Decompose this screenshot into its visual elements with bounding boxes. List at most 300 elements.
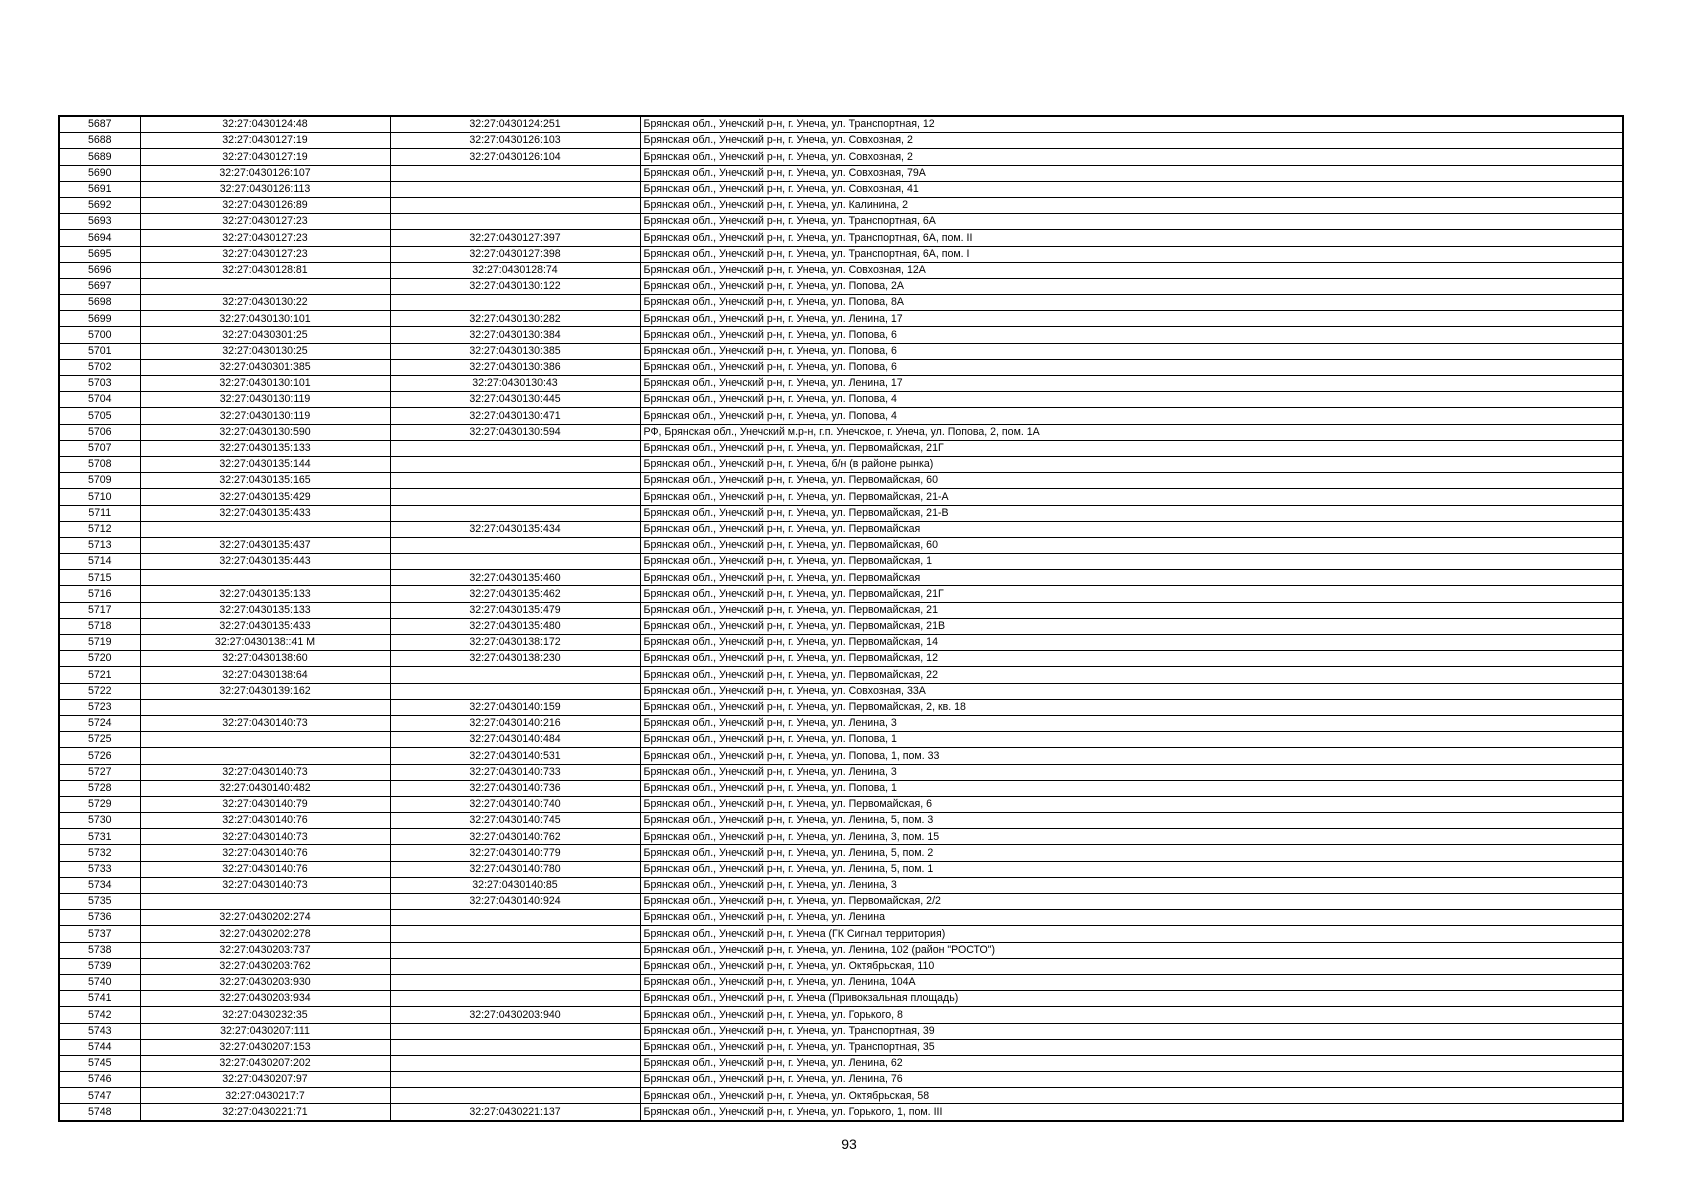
address-cell: Брянская обл., Унечский р-н, г. Унеча, ул. Ленина, 3 xyxy=(640,764,1623,780)
address-cell: Брянская обл., Унечский р-н, г. Унеча, ул. Совхозная, 79А xyxy=(640,165,1623,181)
address-cell: Брянская обл., Унечский р-н, г. Унеча, ул. Совхозная, 33А xyxy=(640,683,1623,699)
address-cell: Брянская обл., Унечский р-н, г. Унеча, ул. Попова, 6 xyxy=(640,359,1623,375)
object-cadastral-cell: 32:27:0430140:740 xyxy=(390,796,640,812)
row-number-cell: 5697 xyxy=(59,278,140,294)
object-cadastral-cell: 32:27:0430130:385 xyxy=(390,343,640,359)
parcel-cadastral-cell: 32:27:0430207:111 xyxy=(140,1023,390,1039)
object-cadastral-cell xyxy=(390,440,640,456)
table-row xyxy=(59,521,1623,537)
object-cadastral-cell: 32:27:0430130:445 xyxy=(390,392,640,408)
address-cell: Брянская обл., Унечский р-н, г. Унеча, ул. Ленина xyxy=(640,910,1623,926)
row-number-cell: 5694 xyxy=(59,230,140,246)
row-number-cell: 5688 xyxy=(59,133,140,149)
parcel-cadastral-cell: 32:27:0430140:76 xyxy=(140,845,390,861)
parcel-cadastral-cell: 32:27:0430203:930 xyxy=(140,974,390,990)
parcel-cadastral-cell: 32:27:0430130:22 xyxy=(140,295,390,311)
table-row xyxy=(59,845,1623,861)
address-cell: Брянская обл., Унечский р-н, г. Унеча, ул. Ленина, 3 xyxy=(640,715,1623,731)
object-cadastral-cell: 32:27:0430124:251 xyxy=(390,116,640,133)
address-cell: Брянская обл., Унечский р-н, г. Унеча, ул. Попова, 4 xyxy=(640,392,1623,408)
table-row xyxy=(59,133,1623,149)
row-number-cell: 5731 xyxy=(59,829,140,845)
parcel-cadastral-cell xyxy=(140,894,390,910)
address-cell: Брянская обл., Унечский р-н, г. Унеча, ул. Ленина, 3 xyxy=(640,877,1623,893)
table-row xyxy=(59,877,1623,893)
object-cadastral-cell: 32:27:0430140:85 xyxy=(390,877,640,893)
address-cell: Брянская обл., Унечский р-н, г. Унеча, ул. Попова, 6 xyxy=(640,327,1623,343)
table-row xyxy=(59,456,1623,472)
row-number-cell: 5715 xyxy=(59,570,140,586)
table-row xyxy=(59,489,1623,505)
table-row xyxy=(59,311,1623,327)
address-cell: Брянская обл., Унечский р-н, г. Унеча, ул. Первомайская xyxy=(640,570,1623,586)
address-cell: Брянская обл., Унечский р-н, г. Унеча, ул. Попова, 1, пом. 33 xyxy=(640,748,1623,764)
table-row xyxy=(59,635,1623,651)
table-row xyxy=(59,1104,1623,1121)
address-cell: Брянская обл., Унечский р-н, г. Унеча, ул. Ленина, 104А xyxy=(640,974,1623,990)
address-cell: Брянская обл., Унечский р-н, г. Унеча, ул. Транспортная, 6А xyxy=(640,214,1623,230)
row-number-cell: 5692 xyxy=(59,197,140,213)
object-cadastral-cell: 32:27:0430130:384 xyxy=(390,327,640,343)
parcel-cadastral-cell: 32:27:0430130:101 xyxy=(140,311,390,327)
table-row xyxy=(59,910,1623,926)
table-row xyxy=(59,602,1623,618)
parcel-cadastral-cell: 32:27:0430127:23 xyxy=(140,246,390,262)
parcel-cadastral-cell: 32:27:0430217:7 xyxy=(140,1088,390,1104)
table-row xyxy=(59,894,1623,910)
table-row xyxy=(59,764,1623,780)
object-cadastral-cell xyxy=(390,505,640,521)
row-number-cell: 5726 xyxy=(59,748,140,764)
parcel-cadastral-cell: 32:27:0430135:433 xyxy=(140,618,390,634)
object-cadastral-cell: 32:27:0430130:43 xyxy=(390,376,640,392)
table-row xyxy=(59,537,1623,553)
row-number-cell: 5745 xyxy=(59,1055,140,1071)
object-cadastral-cell: 32:27:0430140:484 xyxy=(390,732,640,748)
row-number-cell: 5727 xyxy=(59,764,140,780)
address-cell: Брянская обл., Унечский р-н, г. Унеча, ул. Совхозная, 2 xyxy=(640,149,1623,165)
object-cadastral-cell xyxy=(390,537,640,553)
parcel-cadastral-cell: 32:27:0430140:73 xyxy=(140,715,390,731)
parcel-cadastral-cell: 32:27:0430301:385 xyxy=(140,359,390,375)
object-cadastral-cell: 32:27:0430140:779 xyxy=(390,845,640,861)
table-row xyxy=(59,1088,1623,1104)
table-row xyxy=(59,376,1623,392)
address-cell: Брянская обл., Унечский р-н, г. Унеча, ул. Первомайская, 21В xyxy=(640,618,1623,634)
table-row xyxy=(59,667,1623,683)
parcel-cadastral-cell: 32:27:0430127:19 xyxy=(140,149,390,165)
parcel-cadastral-cell: 32:27:0430124:48 xyxy=(140,116,390,133)
address-cell: Брянская обл., Унечский р-н, г. Унеча, ул. Первомайская, 21 xyxy=(640,602,1623,618)
object-cadastral-cell: 32:27:0430135:480 xyxy=(390,618,640,634)
object-cadastral-cell: 32:27:0430138:230 xyxy=(390,651,640,667)
object-cadastral-cell xyxy=(390,1023,640,1039)
object-cadastral-cell xyxy=(390,1088,640,1104)
row-number-cell: 5736 xyxy=(59,910,140,926)
object-cadastral-cell xyxy=(390,667,640,683)
table-row xyxy=(59,780,1623,796)
row-number-cell: 5693 xyxy=(59,214,140,230)
object-cadastral-cell: 32:27:0430140:924 xyxy=(390,894,640,910)
row-number-cell: 5707 xyxy=(59,440,140,456)
parcel-cadastral-cell xyxy=(140,570,390,586)
address-cell: Брянская обл., Унечский р-н, г. Унеча, ул. Первомайская, 2/2 xyxy=(640,894,1623,910)
table-body xyxy=(59,116,1623,1121)
parcel-cadastral-cell: 32:27:0430203:762 xyxy=(140,958,390,974)
object-cadastral-cell: 32:27:0430135:460 xyxy=(390,570,640,586)
row-number-cell: 5704 xyxy=(59,392,140,408)
row-number-cell: 5729 xyxy=(59,796,140,812)
parcel-cadastral-cell: 32:27:0430221:71 xyxy=(140,1104,390,1121)
address-cell: Брянская обл., Унечский р-н, г. Унеча, ул. Попова, 2А xyxy=(640,278,1623,294)
object-cadastral-cell: 32:27:0430140:736 xyxy=(390,780,640,796)
address-cell: Брянская обл., Унечский р-н, г. Унеча, ул. Попова, 6 xyxy=(640,343,1623,359)
table-row xyxy=(59,408,1623,424)
parcel-cadastral-cell: 32:27:0430207:97 xyxy=(140,1072,390,1088)
table-row xyxy=(59,683,1623,699)
object-cadastral-cell: 32:27:0430130:471 xyxy=(390,408,640,424)
row-number-cell: 5742 xyxy=(59,1007,140,1023)
table-row xyxy=(59,262,1623,278)
parcel-cadastral-cell: 32:27:0430140:73 xyxy=(140,877,390,893)
table-row xyxy=(59,618,1623,634)
table-row xyxy=(59,116,1623,133)
row-number-cell: 5687 xyxy=(59,116,140,133)
parcel-cadastral-cell xyxy=(140,521,390,537)
object-cadastral-cell xyxy=(390,181,640,197)
row-number-cell: 5701 xyxy=(59,343,140,359)
address-cell: Брянская обл., Унечский р-н, г. Унеча, ул. Ленина, 5, пом. 3 xyxy=(640,813,1623,829)
row-number-cell: 5722 xyxy=(59,683,140,699)
parcel-cadastral-cell: 32:27:0430140:482 xyxy=(140,780,390,796)
parcel-cadastral-cell: 32:27:0430135:165 xyxy=(140,473,390,489)
parcel-cadastral-cell: 32:27:0430140:79 xyxy=(140,796,390,812)
table-row xyxy=(59,1055,1623,1071)
table-row xyxy=(59,505,1623,521)
object-cadastral-cell: 32:27:0430126:103 xyxy=(390,133,640,149)
object-cadastral-cell: 32:27:0430130:386 xyxy=(390,359,640,375)
object-cadastral-cell xyxy=(390,974,640,990)
row-number-cell: 5740 xyxy=(59,974,140,990)
row-number-cell: 5709 xyxy=(59,473,140,489)
table-row xyxy=(59,974,1623,990)
object-cadastral-cell: 32:27:0430127:397 xyxy=(390,230,640,246)
parcel-cadastral-cell: 32:27:0430135:133 xyxy=(140,602,390,618)
parcel-cadastral-cell: 32:27:0430207:202 xyxy=(140,1055,390,1071)
table-row xyxy=(59,748,1623,764)
table-row xyxy=(59,246,1623,262)
address-cell: Брянская обл., Унечский р-н, г. Унеча (Привокзальная площадь) xyxy=(640,991,1623,1007)
row-number-cell: 5690 xyxy=(59,165,140,181)
table-row xyxy=(59,829,1623,845)
object-cadastral-cell xyxy=(390,1055,640,1071)
row-number-cell: 5733 xyxy=(59,861,140,877)
address-cell: Брянская обл., Унечский р-н, г. Унеча, ул. Транспортная, 39 xyxy=(640,1023,1623,1039)
parcel-cadastral-cell: 32:27:0430202:274 xyxy=(140,910,390,926)
row-number-cell: 5691 xyxy=(59,181,140,197)
object-cadastral-cell: 32:27:0430203:940 xyxy=(390,1007,640,1023)
address-cell: Брянская обл., Унечский р-н, г. Унеча, ул. Совхозная, 41 xyxy=(640,181,1623,197)
address-cell: Брянская обл., Унечский р-н, г. Унеча, ул. Ленина, 62 xyxy=(640,1055,1623,1071)
object-cadastral-cell xyxy=(390,489,640,505)
address-cell: Брянская обл., Унечский р-н, г. Унеча, ул. Первомайская xyxy=(640,521,1623,537)
address-cell: Брянская обл., Унечский р-н, г. Унеча, ул. Попова, 1 xyxy=(640,732,1623,748)
table-row xyxy=(59,197,1623,213)
parcel-cadastral-cell xyxy=(140,699,390,715)
table-row xyxy=(59,214,1623,230)
parcel-cadastral-cell: 32:27:0430135:144 xyxy=(140,456,390,472)
address-cell: Брянская обл., Унечский р-н, г. Унеча, ул. Ленина, 76 xyxy=(640,1072,1623,1088)
address-cell: Брянская обл., Унечский р-н, г. Унеча, ул. Калинина, 2 xyxy=(640,197,1623,213)
object-cadastral-cell: 32:27:0430140:159 xyxy=(390,699,640,715)
object-cadastral-cell: 32:27:0430130:122 xyxy=(390,278,640,294)
row-number-cell: 5689 xyxy=(59,149,140,165)
address-cell: Брянская обл., Унечский р-н, г. Унеча, ул. Первомайская, 22 xyxy=(640,667,1623,683)
object-cadastral-cell xyxy=(390,991,640,1007)
table-row xyxy=(59,473,1623,489)
address-cell: Брянская обл., Унечский р-н, г. Унеча, ул. Ленина, 3, пом. 15 xyxy=(640,829,1623,845)
row-number-cell: 5703 xyxy=(59,376,140,392)
object-cadastral-cell xyxy=(390,214,640,230)
page-number: 93 xyxy=(841,1136,857,1152)
row-number-cell: 5725 xyxy=(59,732,140,748)
table-row xyxy=(59,651,1623,667)
parcel-cadastral-cell: 32:27:0430135:133 xyxy=(140,586,390,602)
object-cadastral-cell: 32:27:0430130:594 xyxy=(390,424,640,440)
parcel-cadastral-cell: 32:27:0430140:73 xyxy=(140,829,390,845)
parcel-cadastral-cell: 32:27:0430135:437 xyxy=(140,537,390,553)
table-row xyxy=(59,570,1623,586)
row-number-cell: 5696 xyxy=(59,262,140,278)
address-cell: Брянская обл., Унечский р-н, г. Унеча, ул. Первомайская, 60 xyxy=(640,537,1623,553)
row-number-cell: 5705 xyxy=(59,408,140,424)
parcel-cadastral-cell: 32:27:0430126:113 xyxy=(140,181,390,197)
object-cadastral-cell xyxy=(390,1039,640,1055)
object-cadastral-cell: 32:27:0430221:137 xyxy=(390,1104,640,1121)
row-number-cell: 5747 xyxy=(59,1088,140,1104)
parcel-cadastral-cell xyxy=(140,278,390,294)
address-cell: Брянская обл., Унечский р-н, г. Унеча, ул. Первомайская, 12 xyxy=(640,651,1623,667)
object-cadastral-cell xyxy=(390,473,640,489)
parcel-cadastral-cell: 32:27:0430140:76 xyxy=(140,861,390,877)
table-row xyxy=(59,165,1623,181)
table-row xyxy=(59,278,1623,294)
table-row xyxy=(59,861,1623,877)
table-row xyxy=(59,958,1623,974)
parcel-cadastral-cell: 32:27:0430127:23 xyxy=(140,230,390,246)
row-number-cell: 5735 xyxy=(59,894,140,910)
row-number-cell: 5748 xyxy=(59,1104,140,1121)
row-number-cell: 5720 xyxy=(59,651,140,667)
parcel-cadastral-cell: 32:27:0430202:278 xyxy=(140,926,390,942)
address-cell: Брянская обл., Унечский р-н, г. Унеча, ул. Первомайская, 21-В xyxy=(640,505,1623,521)
row-number-cell: 5714 xyxy=(59,554,140,570)
object-cadastral-cell xyxy=(390,295,640,311)
address-cell: Брянская обл., Унечский р-н, г. Унеча, ул. Горького, 8 xyxy=(640,1007,1623,1023)
row-number-cell: 5728 xyxy=(59,780,140,796)
object-cadastral-cell: 32:27:0430140:531 xyxy=(390,748,640,764)
object-cadastral-cell: 32:27:0430140:733 xyxy=(390,764,640,780)
row-number-cell: 5744 xyxy=(59,1039,140,1055)
address-cell: Брянская обл., Унечский р-н, г. Унеча, ул. Ленина, 5, пом. 1 xyxy=(640,861,1623,877)
object-cadastral-cell xyxy=(390,165,640,181)
parcel-cadastral-cell: 32:27:0430232:35 xyxy=(140,1007,390,1023)
row-number-cell: 5695 xyxy=(59,246,140,262)
row-number-cell: 5708 xyxy=(59,456,140,472)
object-cadastral-cell: 32:27:0430135:434 xyxy=(390,521,640,537)
table-row xyxy=(59,295,1623,311)
parcel-cadastral-cell: 32:27:0430130:25 xyxy=(140,343,390,359)
parcel-cadastral-cell: 32:27:0430130:590 xyxy=(140,424,390,440)
table-row xyxy=(59,1072,1623,1088)
parcel-cadastral-cell: 32:27:0430135:133 xyxy=(140,440,390,456)
address-cell: Брянская обл., Унечский р-н, г. Унеча, ул. Попова, 4 xyxy=(640,408,1623,424)
row-number-cell: 5721 xyxy=(59,667,140,683)
address-cell: Брянская обл., Унечский р-н, г. Унеча, ул. Первомайская, 14 xyxy=(640,635,1623,651)
parcel-cadastral-cell: 32:27:0430140:76 xyxy=(140,813,390,829)
parcel-cadastral-cell xyxy=(140,732,390,748)
row-number-cell: 5741 xyxy=(59,991,140,1007)
parcel-cadastral-cell: 32:27:0430130:119 xyxy=(140,408,390,424)
row-number-cell: 5712 xyxy=(59,521,140,537)
address-cell: Брянская обл., Унечский р-н, г. Унеча, ул. Совхозная, 12А xyxy=(640,262,1623,278)
table-row xyxy=(59,440,1623,456)
address-cell: Брянская обл., Унечский р-н, г. Унеча, ул. Транспортная, 6А, пом. I xyxy=(640,246,1623,262)
address-cell: Брянская обл., Унечский р-н, г. Унеча, ул. Первомайская, 21Г xyxy=(640,440,1623,456)
parcel-cadastral-cell: 32:27:0430207:153 xyxy=(140,1039,390,1055)
row-number-cell: 5719 xyxy=(59,635,140,651)
parcel-cadastral-cell: 32:27:0430203:934 xyxy=(140,991,390,1007)
address-cell: Брянская обл., Унечский р-н, г. Унеча, ул. Первомайская, 60 xyxy=(640,473,1623,489)
address-cell: Брянская обл., Унечский р-н, г. Унеча, ул. Первомайская, 1 xyxy=(640,554,1623,570)
address-cell: Брянская обл., Унечский р-н, г. Унеча, ул. Попова, 1 xyxy=(640,780,1623,796)
parcel-cadastral-cell: 32:27:0430127:19 xyxy=(140,133,390,149)
object-cadastral-cell: 32:27:0430126:104 xyxy=(390,149,640,165)
object-cadastral-cell: 32:27:0430140:216 xyxy=(390,715,640,731)
address-cell: Брянская обл., Унечский р-н, г. Унеча, б/н (в районе рынка) xyxy=(640,456,1623,472)
address-cell: Брянская обл., Унечский р-н, г. Унеча, ул. Транспортная, 35 xyxy=(640,1039,1623,1055)
object-cadastral-cell xyxy=(390,942,640,958)
row-number-cell: 5706 xyxy=(59,424,140,440)
row-number-cell: 5723 xyxy=(59,699,140,715)
table-row xyxy=(59,181,1623,197)
row-number-cell: 5734 xyxy=(59,877,140,893)
address-cell: Брянская обл., Унечский р-н, г. Унеча, ул. Ленина, 17 xyxy=(640,376,1623,392)
parcel-cadastral-cell: 32:27:0430301:25 xyxy=(140,327,390,343)
table-row xyxy=(59,359,1623,375)
address-cell: Брянская обл., Унечский р-н, г. Унеча (ГК Сигнал территория) xyxy=(640,926,1623,942)
row-number-cell: 5698 xyxy=(59,295,140,311)
parcel-cadastral-cell: 32:27:0430128:81 xyxy=(140,262,390,278)
table-row xyxy=(59,796,1623,812)
object-cadastral-cell xyxy=(390,926,640,942)
parcel-cadastral-cell: 32:27:0430126:89 xyxy=(140,197,390,213)
row-number-cell: 5699 xyxy=(59,311,140,327)
parcel-cadastral-cell: 32:27:0430135:433 xyxy=(140,505,390,521)
address-cell: Брянская обл., Унечский р-н, г. Унеча, ул. Ленина, 102 (район "РОСТО") xyxy=(640,942,1623,958)
row-number-cell: 5713 xyxy=(59,537,140,553)
row-number-cell: 5710 xyxy=(59,489,140,505)
parcel-cadastral-cell xyxy=(140,748,390,764)
row-number-cell: 5730 xyxy=(59,813,140,829)
object-cadastral-cell: 32:27:0430130:282 xyxy=(390,311,640,327)
table-row xyxy=(59,230,1623,246)
row-number-cell: 5700 xyxy=(59,327,140,343)
object-cadastral-cell: 32:27:0430140:780 xyxy=(390,861,640,877)
table-row xyxy=(59,327,1623,343)
parcel-cadastral-cell: 32:27:0430138:64 xyxy=(140,667,390,683)
object-cadastral-cell: 32:27:0430140:745 xyxy=(390,813,640,829)
table-row xyxy=(59,424,1623,440)
table-row xyxy=(59,586,1623,602)
address-cell: РФ, Брянская обл., Унечский м.р-н, г.п. Унечское, г. Унеча, ул. Попова, 2, пом. 1А xyxy=(640,424,1623,440)
table-row xyxy=(59,1023,1623,1039)
table-row xyxy=(59,1007,1623,1023)
address-cell: Брянская обл., Унечский р-н, г. Унеча, ул. Первомайская, 21-А xyxy=(640,489,1623,505)
parcel-cadastral-cell: 32:27:0430140:73 xyxy=(140,764,390,780)
address-cell: Брянская обл., Унечский р-н, г. Унеча, ул. Октябрьская, 110 xyxy=(640,958,1623,974)
row-number-cell: 5711 xyxy=(59,505,140,521)
table-row xyxy=(59,149,1623,165)
address-cell: Брянская обл., Унечский р-н, г. Унеча, ул. Попова, 8А xyxy=(640,295,1623,311)
parcel-cadastral-cell: 32:27:0430139:162 xyxy=(140,683,390,699)
object-cadastral-cell: 32:27:0430127:398 xyxy=(390,246,640,262)
cadastral-table xyxy=(58,115,1624,1122)
address-cell: Брянская обл., Унечский р-н, г. Унеча, ул. Ленина, 17 xyxy=(640,311,1623,327)
row-number-cell: 5716 xyxy=(59,586,140,602)
address-cell: Брянская обл., Унечский р-н, г. Унеча, ул. Совхозная, 2 xyxy=(640,133,1623,149)
address-cell: Брянская обл., Унечский р-н, г. Унеча, ул. Транспортная, 6А, пом. II xyxy=(640,230,1623,246)
address-cell: Брянская обл., Унечский р-н, г. Унеча, ул. Транспортная, 12 xyxy=(640,116,1623,133)
parcel-cadastral-cell: 32:27:0430203:737 xyxy=(140,942,390,958)
row-number-cell: 5738 xyxy=(59,942,140,958)
parcel-cadastral-cell: 32:27:0430135:429 xyxy=(140,489,390,505)
object-cadastral-cell xyxy=(390,456,640,472)
table-row xyxy=(59,813,1623,829)
parcel-cadastral-cell: 32:27:0430127:23 xyxy=(140,214,390,230)
parcel-cadastral-cell: 32:27:0430135:443 xyxy=(140,554,390,570)
object-cadastral-cell xyxy=(390,554,640,570)
parcel-cadastral-cell: 32:27:0430126:107 xyxy=(140,165,390,181)
object-cadastral-cell: 32:27:0430138:172 xyxy=(390,635,640,651)
table-row xyxy=(59,554,1623,570)
row-number-cell: 5702 xyxy=(59,359,140,375)
parcel-cadastral-cell: 32:27:0430130:119 xyxy=(140,392,390,408)
row-number-cell: 5724 xyxy=(59,715,140,731)
table-row xyxy=(59,715,1623,731)
table-row xyxy=(59,343,1623,359)
object-cadastral-cell: 32:27:0430135:462 xyxy=(390,586,640,602)
table-row xyxy=(59,942,1623,958)
table-row xyxy=(59,1039,1623,1055)
object-cadastral-cell xyxy=(390,910,640,926)
table-row xyxy=(59,392,1623,408)
row-number-cell: 5746 xyxy=(59,1072,140,1088)
table-row xyxy=(59,926,1623,942)
address-cell: Брянская обл., Унечский р-н, г. Унеча, ул. Первомайская, 21Г xyxy=(640,586,1623,602)
table-row xyxy=(59,699,1623,715)
row-number-cell: 5737 xyxy=(59,926,140,942)
row-number-cell: 5717 xyxy=(59,602,140,618)
object-cadastral-cell xyxy=(390,197,640,213)
row-number-cell: 5739 xyxy=(59,958,140,974)
object-cadastral-cell xyxy=(390,1072,640,1088)
address-cell: Брянская обл., Унечский р-н, г. Унеча, ул. Первомайская, 6 xyxy=(640,796,1623,812)
object-cadastral-cell xyxy=(390,958,640,974)
address-cell: Брянская обл., Унечский р-н, г. Унеча, ул. Горького, 1, пом. III xyxy=(640,1104,1623,1121)
parcel-cadastral-cell: 32:27:0430138::41 М xyxy=(140,635,390,651)
address-cell: Брянская обл., Унечский р-н, г. Унеча, ул. Октябрьская, 58 xyxy=(640,1088,1623,1104)
